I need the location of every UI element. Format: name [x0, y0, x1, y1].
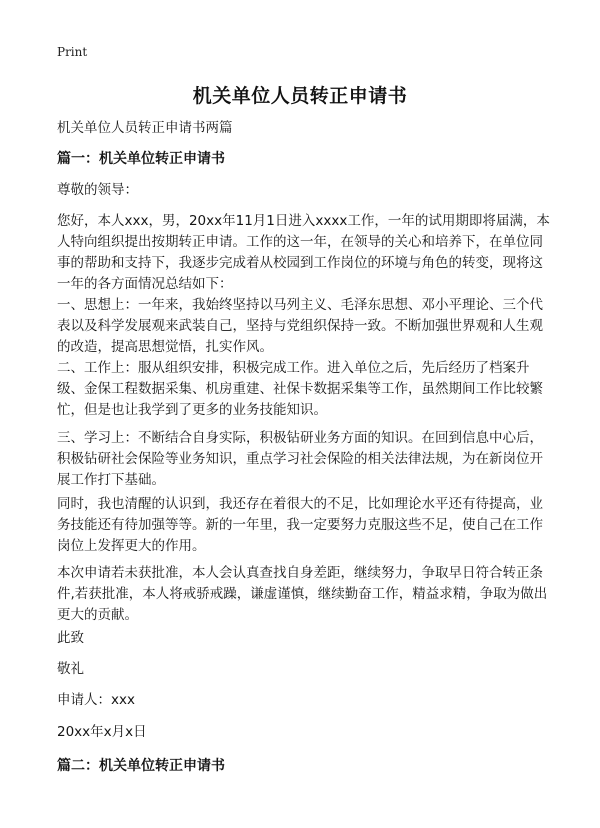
closing-salutation: 此致: [57, 630, 84, 646]
section-heading-1: 篇一：机关单位转正申请书: [57, 151, 225, 167]
closing-regards: 敬礼: [57, 661, 84, 677]
paragraph-intro: 您好，本人xxx，男，20xx年11月1日进入xxxx工作，一年的试用期即将届满，本人特向组织提出按期转正申请。工作的这一年，在领导的关心和培养下，在单位同事的帮助和支持下，我逐步完成着从校园到工作岗位的环境与角色的转变，现将这一年的各方面情况总结如下：: [57, 213, 550, 292]
applicant-line: 申请人：xxx: [57, 692, 135, 708]
greeting: 尊敬的领导：: [57, 182, 138, 198]
document-subtitle: 机关单位人员转正申请书两篇: [57, 120, 233, 136]
date-line: 20xx年x月x日: [57, 724, 147, 740]
print-label: Print: [57, 45, 88, 59]
paragraph-shortcomings: 同时，我也清醒的认识到，我还存在着很大的不足，比如理论水平还有待提高，业务技能还有待加强等等。新的一年里，我一定要努力克服这些不足，使自己在工作岗位上发挥更大的作用。: [57, 496, 543, 554]
paragraph-request: 本次申请若未获批准，本人会认真查找自身差距，继续努力，争取早日符合转正条件,若获批准，本人将戒骄戒躁，谦虚谨慎，继续勤奋工作，精益求精，争取为做出更大的贡献。: [57, 565, 548, 623]
paragraph-work: 二、工作上：服从组织安排，积极完成工作。进入单位之后，先后经历了档案升级、金保工程数据采集、机房重建、社保卡数据采集等工作，虽然期间工作比较繁忙，但是也让我学到了更多的业务技能知识。: [57, 360, 543, 418]
section-heading-2: 篇二：机关单位转正申请书: [57, 758, 225, 774]
paragraph-study: 三、学习上：不断结合自身实际，积极钻研业务方面的知识。在回到信息中心后，积极钻研社会保险等业务知识，重点学习社会保险的相关法律法规，为在新岗位开展工作打下基础。: [57, 430, 543, 488]
document-title: 机关单位人员转正申请书: [192, 85, 408, 107]
paragraph-thought: 一、思想上：一年来，我始终坚持以马列主义、毛泽东思想、邓小平理论、三个代表以及科学发展观来武装自己，坚持与党组织保持一致。不断加强世界观和人生观的改造，提高思想觉悟，扎实作风。: [57, 297, 543, 355]
